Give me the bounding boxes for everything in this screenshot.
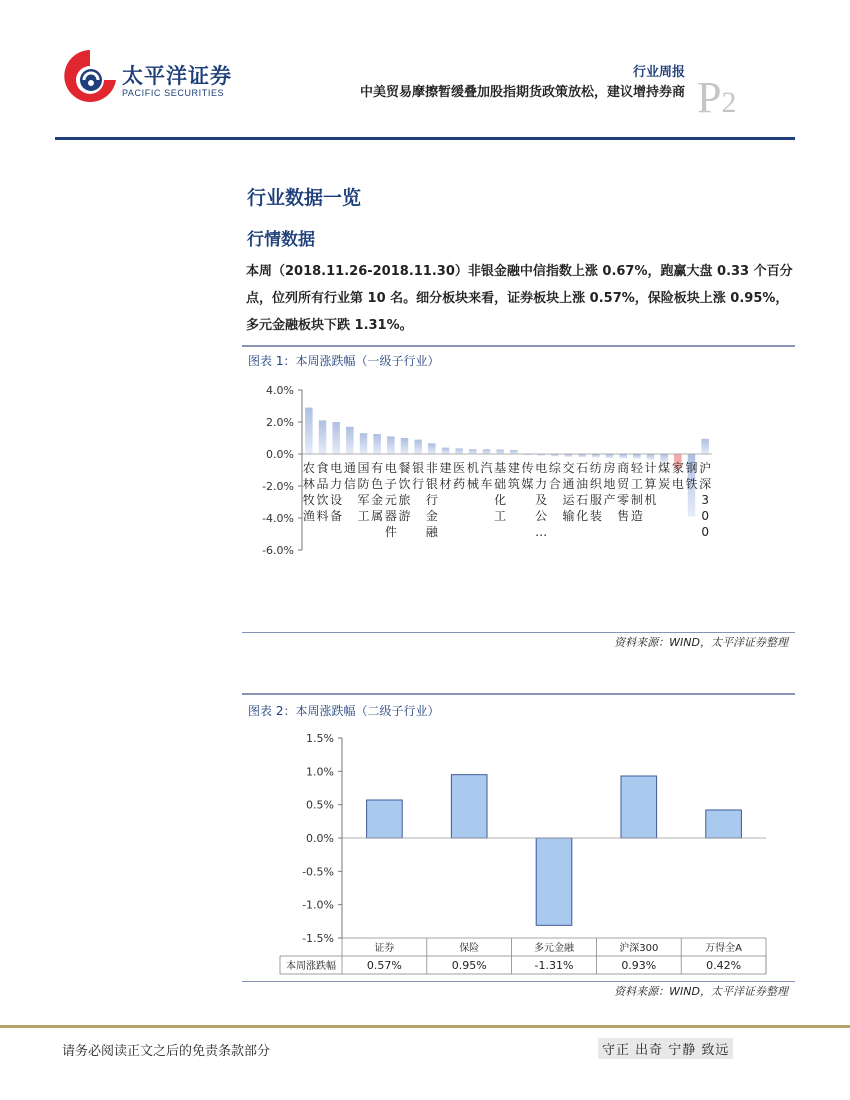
chart1-ytick-label: 0.0% <box>266 448 294 461</box>
chart1-category-label: 械 <box>466 477 479 491</box>
chart1-category-label: 传 <box>521 461 534 475</box>
section-subheading: 行情数据 <box>247 230 315 250</box>
chart1-bar <box>305 408 313 454</box>
chart2-value-label: -1.31% <box>534 959 574 972</box>
chart1-ytick-label: 2.0% <box>266 416 294 429</box>
chart1-category-label: 机 <box>466 461 479 475</box>
chart1-category-label: 银 <box>425 477 438 491</box>
chart1-category-label: 钢 <box>685 461 698 475</box>
chart1-category-label: 金 <box>371 493 384 507</box>
chart1-category-label: 设 <box>330 493 343 507</box>
header-divider <box>55 137 795 140</box>
chart1-bar <box>633 454 641 459</box>
chart2-ytick-label: -1.5% <box>302 932 334 945</box>
chart1-category-label: 通 <box>343 461 356 475</box>
chart2-bar <box>706 810 742 838</box>
chart1-category-label: 防 <box>357 477 370 491</box>
chart1-category-label: 零 <box>617 493 630 507</box>
chart1-category-label: 有 <box>371 461 384 475</box>
chart1-bar <box>578 454 586 457</box>
chart1-category-label: 及 <box>535 493 548 507</box>
chart1-category-label: 餐 <box>398 461 411 475</box>
chart1-category-label: 商 <box>617 461 630 475</box>
page-number <box>697 72 736 123</box>
chart2-category-label: 万得全A <box>705 943 743 954</box>
chart1-category-label: 产 <box>603 493 616 507</box>
chart1-category-label: 工 <box>630 477 643 491</box>
chart1-category-label: 织 <box>589 477 602 491</box>
logo-name-cn: 太平洋证券 <box>122 64 232 88</box>
company-motto: 守正 出奇 宁静 致远 <box>598 1038 733 1059</box>
figure2-bottom-rule <box>242 981 795 982</box>
chart1-category-label: 装 <box>589 509 602 523</box>
chart1-category-label: 轻 <box>630 461 643 475</box>
chart1-bar <box>701 439 709 454</box>
chart1-bar <box>592 454 600 458</box>
chart1-category-label: 家 <box>671 461 684 475</box>
chart1-category-label: 炭 <box>658 477 671 491</box>
chart1-category-label: 军 <box>357 493 370 507</box>
chart2-ytick-label: 0.0% <box>306 832 334 845</box>
chart1-category-label: 纺 <box>589 461 602 475</box>
chart1-bar <box>442 448 450 454</box>
chart1-category-label: 贸 <box>617 477 630 491</box>
chart1-bar <box>483 449 491 454</box>
page-letter: P <box>697 73 722 122</box>
chart1-bar <box>387 436 395 454</box>
chart1-category-label: 3 <box>701 493 709 507</box>
chart1-bar <box>565 454 573 457</box>
chart1-bar <box>455 448 463 454</box>
chart1-ytick-label: -4.0% <box>262 512 294 525</box>
chart2-value-label: 0.57% <box>366 959 402 972</box>
chart1-category-label: 计 <box>644 461 657 475</box>
figure2-title: 图表 2：本周涨跌幅（二级子行业） <box>248 704 440 718</box>
page-digit: 2 <box>721 86 737 119</box>
chart2-bar <box>367 800 403 838</box>
chart2-ytick-label: 0.5% <box>306 798 334 812</box>
figure1-bottom-rule <box>242 632 795 633</box>
logo-name-en: PACIFIC SECURITIES <box>122 88 225 98</box>
chart1-bar <box>373 434 381 454</box>
chart1-ytick-label: -6.0% <box>262 544 294 557</box>
chart1-category-label: 石 <box>576 493 589 507</box>
disclaimer-note: 请务必阅读正文之后的免责条款部分 <box>62 1044 271 1059</box>
chart2-value-label: 0.95% <box>451 959 487 972</box>
chart1-category-label: 础 <box>494 477 507 491</box>
chart2-row-header: 本周涨跌幅 <box>286 961 336 972</box>
chart1-category-label: 融 <box>425 525 438 539</box>
chart1-bar <box>319 420 327 454</box>
chart1-category-label: 游 <box>398 509 411 523</box>
chart1-bar <box>647 454 655 460</box>
chart2-value-label: 0.93% <box>621 959 657 972</box>
chart1-category-label: 力 <box>535 477 548 491</box>
chart1-category-label: 制 <box>630 493 643 507</box>
chart1-category-label: 材 <box>439 477 452 491</box>
chart1-category-label: … <box>535 525 548 539</box>
chart1-category-label: 品 <box>316 477 329 491</box>
chart1-bar <box>510 450 518 454</box>
chart1-category-label: 造 <box>630 509 643 523</box>
figure2-chart <box>242 724 795 976</box>
chart1-category-label: 牧 <box>302 493 315 507</box>
chart1-category-label: 元 <box>384 493 397 507</box>
chart1-category-label: 信 <box>343 477 356 491</box>
chart1-category-label: 旅 <box>398 493 411 507</box>
chart1-category-label: 综 <box>548 461 561 475</box>
chart1-category-label: 电 <box>671 477 684 491</box>
summary-paragraph: 本周（2018.11.26-2018.11.30）非银金融中信指数上涨 0.67%，跑赢大盘 0.33 个百分点，位列所有行业第 10 名。细分板块来看，证券板块上涨 0.57%，保险板块上涨 0.95%，多元金融板块下跌 1.31%。 <box>246 264 793 333</box>
chart1-category-label: 农 <box>302 461 315 475</box>
figure1-top-rule <box>242 345 795 347</box>
chart1-bar <box>360 433 368 454</box>
chart1-bar <box>619 454 627 458</box>
chart1-category-label: 渔 <box>302 509 315 523</box>
footer-divider <box>0 1025 850 1028</box>
chart1-category-label: 器 <box>384 509 397 523</box>
chart1-category-label: 售 <box>617 509 630 523</box>
chart2-category-label: 多元金融 <box>534 943 574 954</box>
chart1-category-label: 子 <box>384 477 397 491</box>
chart1-category-label: 石 <box>576 461 589 475</box>
chart1-category-label: 化 <box>576 509 589 523</box>
chart1-ytick-label: 4.0% <box>266 384 294 397</box>
chart1-category-label: 服 <box>589 493 602 507</box>
figure1-chart <box>242 372 795 627</box>
chart1-category-label: 建 <box>507 461 520 475</box>
chart2-ytick-label: 1.0% <box>306 765 334 779</box>
chart1-category-label: 深 <box>699 477 712 491</box>
section-heading: 行业数据一览 <box>247 187 362 209</box>
chart1-category-label: 化 <box>494 493 507 507</box>
report-category: 行业周报 <box>632 65 685 80</box>
chart1-category-label: 油 <box>576 477 589 491</box>
chart1-bar <box>469 449 477 454</box>
chart1-category-label: 料 <box>316 509 329 523</box>
chart1-category-label: 运 <box>562 493 575 507</box>
chart1-category-label: 饮 <box>316 493 329 507</box>
chart1-category-label: 输 <box>562 509 575 523</box>
chart1-bar <box>401 438 409 454</box>
chart1-category-label: 饮 <box>398 477 411 491</box>
company-logo <box>60 46 250 112</box>
chart1-category-label: 沪 <box>699 461 712 475</box>
chart1-category-label: 地 <box>603 477 616 491</box>
chart1-category-label: 力 <box>330 477 343 491</box>
chart1-bar <box>332 422 340 454</box>
chart1-bar <box>496 450 504 454</box>
chart1-category-label: 医 <box>453 461 466 475</box>
chart1-category-label: 房 <box>603 461 616 475</box>
chart2-value-label: 0.42% <box>706 959 742 972</box>
chart1-category-label: 林 <box>302 477 315 491</box>
chart1-category-label: 色 <box>371 477 384 491</box>
chart1-category-label: 煤 <box>658 461 671 475</box>
chart1-bar <box>428 443 436 454</box>
chart2-bar <box>536 838 572 925</box>
chart1-category-label: 金 <box>425 509 438 523</box>
chart1-category-label: 媒 <box>521 477 534 491</box>
chart1-category-label: 合 <box>548 477 561 491</box>
chart1-category-label: 机 <box>644 493 657 507</box>
chart2-ytick-label: -1.0% <box>302 898 334 912</box>
chart1-category-label: 铁 <box>685 477 698 491</box>
figure1-source: 资料来源：WIND，太平洋证券整理 <box>614 636 788 649</box>
chart2-ytick-label: -0.5% <box>302 865 334 879</box>
chart1-category-label: 电 <box>330 461 343 475</box>
chart1-bar <box>606 454 614 458</box>
chart1-category-label: 建 <box>439 461 452 475</box>
chart1-category-label: 车 <box>480 477 493 491</box>
chart1-bar <box>346 427 354 454</box>
chart1-category-label: 通 <box>562 477 575 491</box>
chart1-category-label: 银 <box>412 461 425 475</box>
chart2-category-label: 证券 <box>374 943 395 954</box>
chart1-category-label: 基 <box>494 461 507 475</box>
chart2-category-label: 沪深300 <box>619 943 659 954</box>
chart1-category-label: 行 <box>425 493 438 507</box>
chart1-category-label: 药 <box>453 477 466 491</box>
chart1-category-label: 属 <box>371 509 384 523</box>
chart1-category-label: 国 <box>357 461 370 475</box>
chart2-ytick-label: 1.5% <box>306 732 334 745</box>
chart2-table-row <box>280 956 766 974</box>
chart1-category-label: 备 <box>330 509 343 523</box>
chart1-category-label: 算 <box>644 477 657 491</box>
figure1-title: 图表 1：本周涨跌幅（一级子行业） <box>248 354 440 368</box>
chart2-category-label: 保险 <box>459 943 480 954</box>
chart1-category-label: 食 <box>316 461 329 475</box>
chart1-category-label: 电 <box>384 461 397 475</box>
chart1-ytick-label: -2.0% <box>262 480 294 493</box>
chart1-category-label: 工 <box>494 509 507 523</box>
chart1-category-label: 筑 <box>507 477 520 491</box>
chart1-category-label: 汽 <box>480 461 493 475</box>
figure2-source: 资料来源：WIND，太平洋证券整理 <box>614 985 788 998</box>
chart1-category-label: 0 <box>701 525 709 539</box>
chart1-category-label: 交 <box>562 461 575 475</box>
chart1-category-label: 电 <box>535 461 548 475</box>
chart1-category-label: 件 <box>384 525 397 539</box>
chart1-category-label: 工 <box>357 509 370 523</box>
chart1-category-label: 0 <box>701 509 709 523</box>
chart1-category-label: 公 <box>535 509 548 523</box>
logo-emblem-icon <box>60 46 120 112</box>
chart1-category-label: 非 <box>425 461 438 475</box>
chart1-category-label: 行 <box>412 477 425 491</box>
chart1-bar <box>414 440 422 454</box>
chart2-bar <box>621 776 657 838</box>
figure2-top-rule <box>242 693 795 695</box>
report-title: 中美贸易摩擦暂缓叠加股指期货政策放松，建议增持券商 <box>359 85 685 100</box>
chart2-bar <box>451 775 487 838</box>
